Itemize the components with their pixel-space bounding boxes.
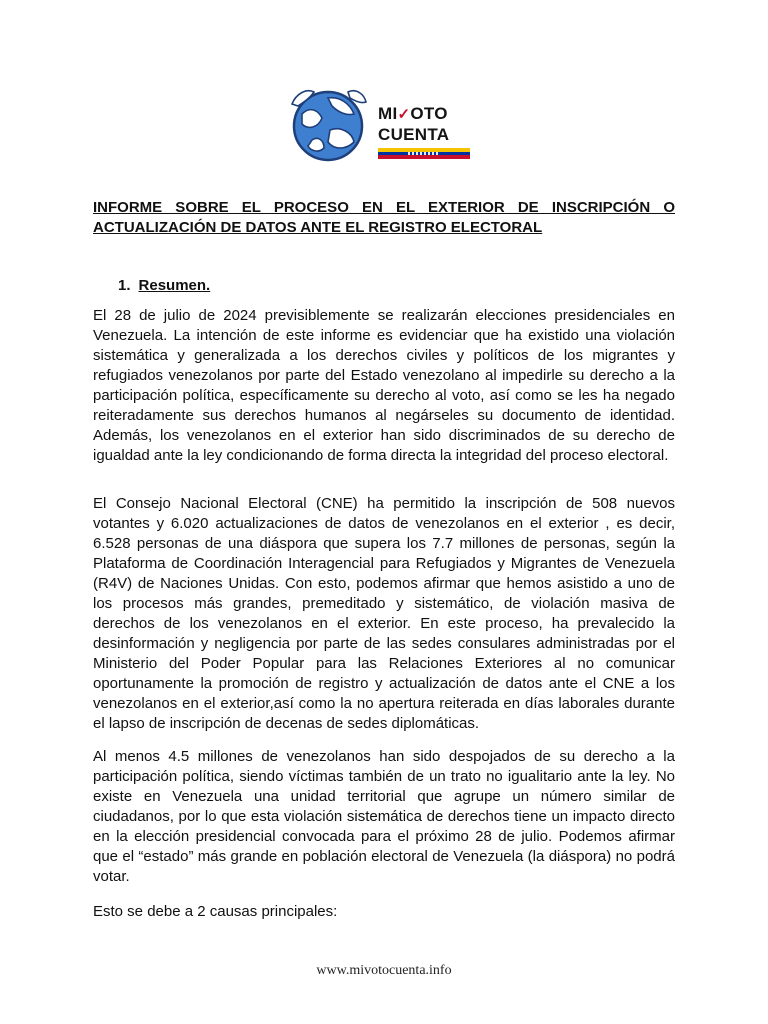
checkmark-icon: ✓ bbox=[397, 106, 411, 123]
venezuela-flag-stripe bbox=[378, 148, 470, 159]
flag-stars bbox=[408, 152, 440, 155]
logo-line-2: CUENTA bbox=[378, 125, 450, 144]
globe-hands-icon bbox=[288, 84, 370, 164]
footer-website: www.mivotocuenta.info bbox=[316, 963, 452, 978]
paragraph-1: El 28 de julio de 2024 previsiblemente se realizarán elecciones presidenciales en Venezuela. La intención de este informe es evidenciar que ha existido una violación sistemática y generalizada a los derechos civiles y políticos de los migrantes y refugiados venezolanos por parte del Estado venezolano al impedirle su derecho a la participación política, específicamente su derecho al voto, así como se les ha negado reiteradamente sus derechos humanos al negárseles su documento de identidad. Además, los venezolanos en el exterior han sido discriminados de su derecho de igualdad ante la ley condicionando de forma directa la integridad del proceso electoral. bbox=[93, 307, 675, 464]
document-title: INFORME SOBRE EL PROCESO EN EL EXTERIOR DE INSCRIPCIÓN O ACTUALIZACIÓN DE DATOS ANTE EL REGISTRO ELECTORAL bbox=[93, 199, 675, 236]
logo-wordmark bbox=[378, 104, 470, 159]
mivotocuenta-logo bbox=[288, 84, 478, 164]
paragraph-2: El Consejo Nacional Electoral (CNE) ha permitido la inscripción de 508 nuevos votantes y 6.020 actualizaciones de datos de venezolanos en el exterior , es decir, 6.528 personas de una diáspora que supera los 7.7 millones de personas, según la Plataforma de Coordinación Interagencial para Refugiados y Migrantes de Venezuela (R4V) de Naciones Unidas. Con esto, podemos afirmar que hemos asistido a uno de los procesos más grandes, premeditado y sistemático, de violación masiva de derechos de los venezolanos en el exterior. En este proceso, ha prevalecido la desinformación y negligencia por parte de las sedes consulares administradas por el Ministerio del Poder Popular para las Relaciones Exteriores al no comunicar oportunamente la promoción de registro y actualización de datos ante el CNE a los venezolanos en el exterior,así como la no apertura reiterada en días laborales durante el lapso de inscripción de decenas de sedes diplomáticas. bbox=[93, 495, 675, 732]
paragraph-4: Esto se debe a 2 causas principales: bbox=[93, 903, 338, 920]
section-label: Resumen. bbox=[138, 277, 211, 294]
section-heading bbox=[118, 276, 210, 296]
logo-line-1 bbox=[378, 104, 470, 125]
logo-text-oto: OTO bbox=[410, 104, 448, 123]
paragraph-3: Al menos 4.5 millones de venezolanos han sido despojados de su derecho a la participación política, siendo víctimas también de un trato no igualitario ante la ley. No existe en Venezuela una unidad territorial que agrupe un número similar de ciudadanos, por lo que esta violación sistemática de derechos tiene un impacto directo en la elección presidencial convocada para el próximo 28 de julio. Podemos afirmar que el “estado” más grande en población electoral de Venezuela (la diáspora) no podrá votar. bbox=[93, 748, 675, 885]
logo-text-mi: MI bbox=[378, 104, 398, 123]
section-number: 1. bbox=[118, 277, 131, 294]
